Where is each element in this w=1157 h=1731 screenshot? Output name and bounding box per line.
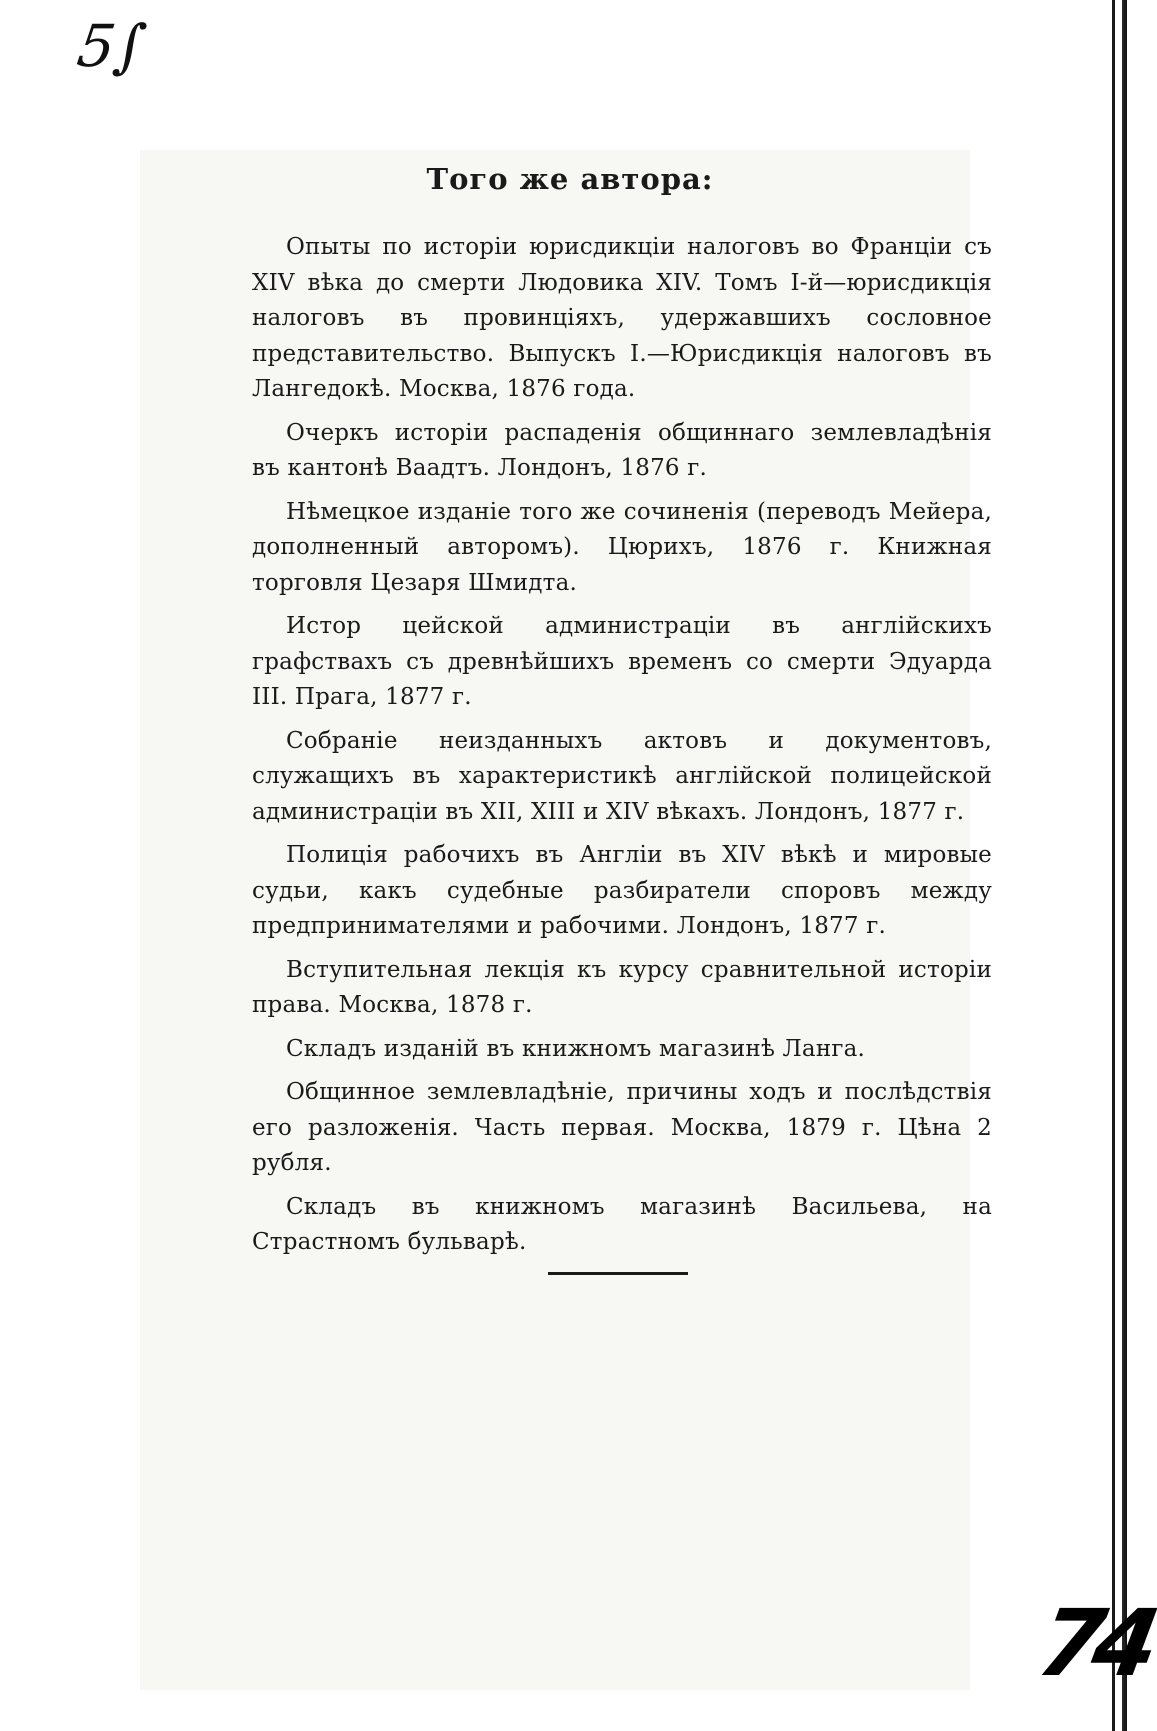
bibliography-entry: Нѣмецкое изданіе того же сочиненія (переводъ Мейера, дополненный авторомъ). Цюрихъ, 1876 г. Книжная торговля Цезаря Шмидта. xyxy=(252,498,992,596)
bibliography-entry: Очеркъ исторіи распаденія общиннаго землевладѣнія въ кантонѣ Ваадтъ. Лондонъ, 1876 г. xyxy=(252,419,992,481)
binding-edge-bar xyxy=(1122,0,1127,1731)
bibliography-entry: Складъ изданій въ книжномъ магазинѣ Ланга. xyxy=(286,1035,866,1062)
bibliography-entry: Общинное землевладѣніе, причины ходъ и послѣдствія его разложенія. Часть первая. Москва, 1879 г. Цѣна 2 рубля. xyxy=(252,1079,992,1176)
handwritten-page-number: 5∫ xyxy=(73,12,150,80)
bibliography-entry: Истор цейской администраціи въ англійскихъ графствахъ съ древнѣйшихъ временъ со смерти Эдуарда III. Прага, 1877 г. xyxy=(252,613,992,710)
handwritten-folio-mark: 74 xyxy=(1030,1590,1157,1697)
bibliography-entry: Вступительная лекція къ курсу сравнительной исторіи права. Москва, 1878 г. xyxy=(252,956,992,1018)
page-title: Того же автора: xyxy=(426,162,714,196)
section-divider xyxy=(548,1272,688,1275)
bibliography-entry: Полиція рабочихъ въ Англіи въ XIV вѣкѣ и мировые судьи, какъ судебные разбиратели споровъ между предпринимателями и рабочими. Лондонъ, 1877 г. xyxy=(252,842,992,939)
bibliography-list xyxy=(252,230,992,1269)
bibliography-entry: Складъ въ книжномъ магазинѣ Васильева, на Страстномъ бульварѣ. xyxy=(252,1193,992,1255)
bibliography-entry: Собраніе неизданныхъ актовъ и документовъ, служащихъ въ характеристикѣ англійской полицейской администраціи въ XII, XIII и XIV вѣкахъ. Лондонъ, 1877 г. xyxy=(252,727,992,825)
binding-edge-line xyxy=(1112,0,1115,1731)
bibliography-entry: Опыты по исторіи юрисдикціи налоговъ во Франціи съ XIV вѣка до смерти Людовика XIV. Томъ I-й—юрисдикція налоговъ въ провинціяхъ, удержавшихъ сословное представительство. Выпускъ I.—Юрисдикція налоговъ въ Лангедокѣ. Москва, 1876 года. xyxy=(252,234,992,402)
